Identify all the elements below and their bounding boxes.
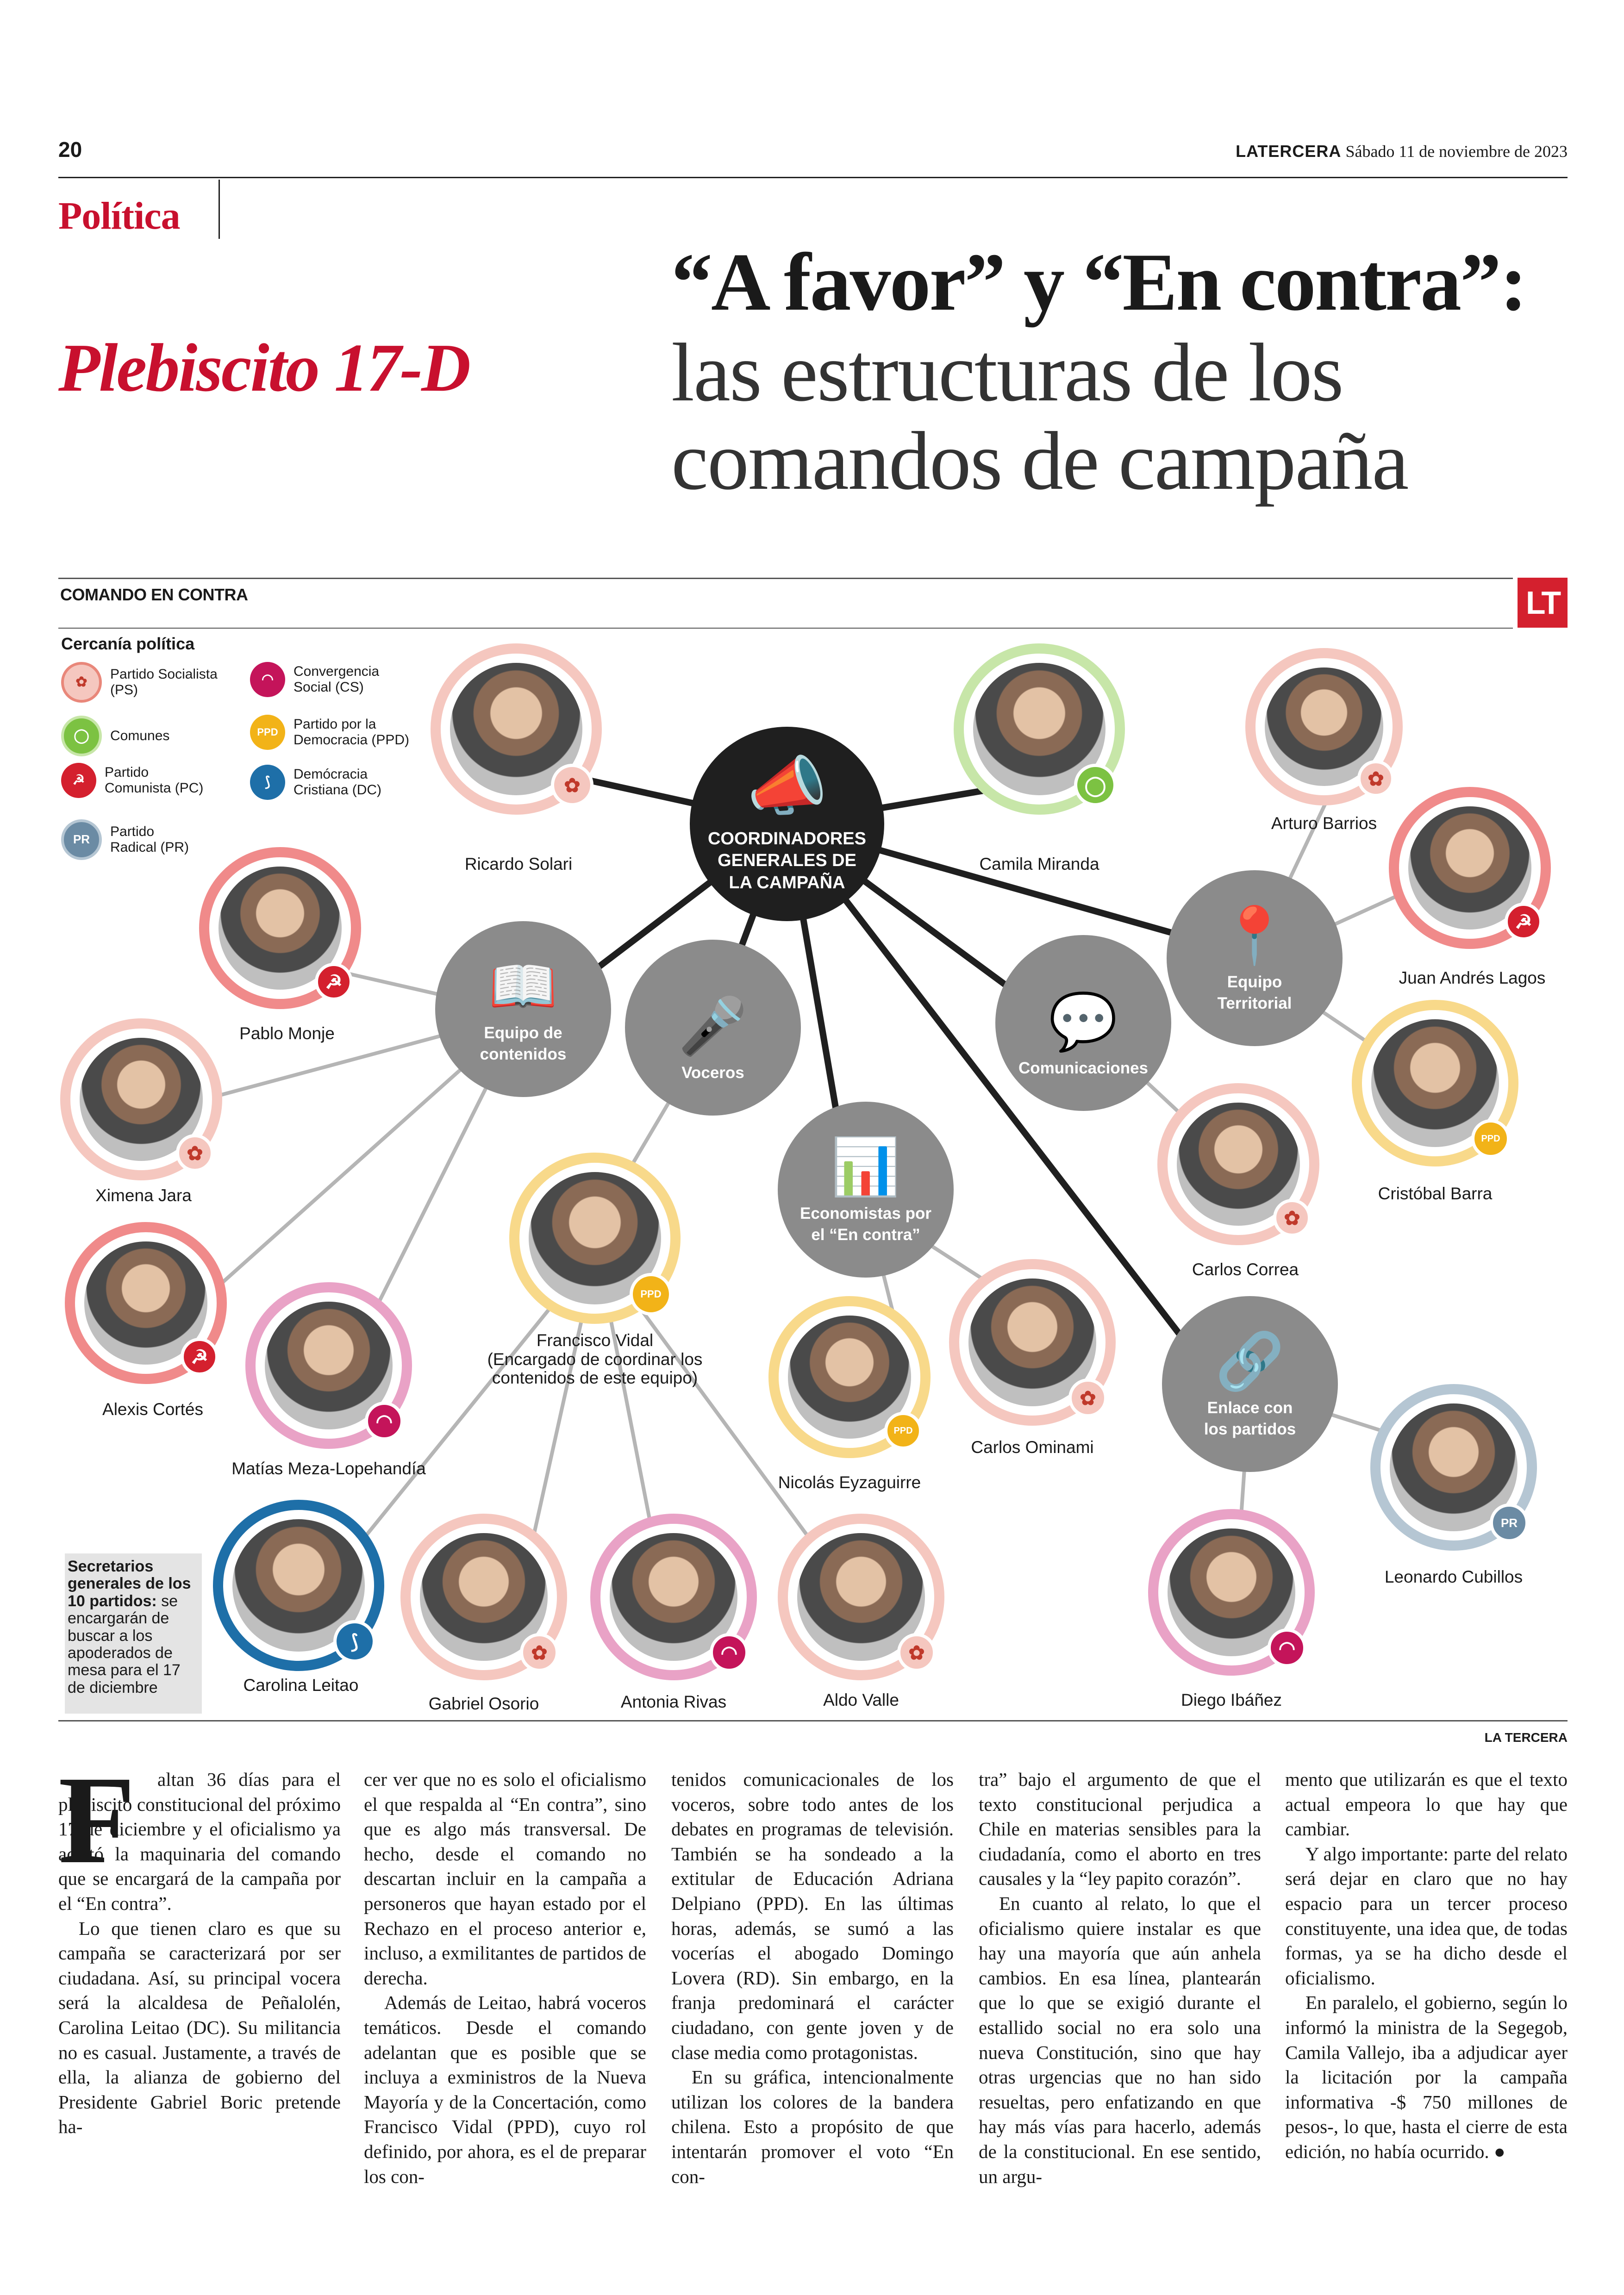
team-label: Voceros	[681, 1063, 744, 1082]
person-name: Francisco Vidal	[536, 1331, 654, 1350]
subtitle-line-2: comandos de campaña	[671, 414, 1408, 507]
person-ximena-jara	[60, 1018, 222, 1180]
person-name: Ricardo Solari	[464, 854, 573, 873]
bar-chart-icon: 📊	[831, 1136, 900, 1198]
paragraph: mento que utilizarán es que el texto actual empeora lo que hay que cambiar.	[1285, 1769, 1568, 1840]
person-cristobal-barra	[1352, 1000, 1518, 1166]
person-name: Nicolás Eyzaguirre	[778, 1473, 921, 1492]
rose-icon: ✿	[897, 1633, 936, 1672]
team-label: contenidos	[480, 1045, 567, 1063]
legend-label: Radical (PR)	[110, 840, 189, 855]
legend-label: Partido	[105, 764, 149, 780]
hub-label-line: COORDINADORES	[707, 829, 867, 848]
fish-icon: ⟆	[333, 1620, 376, 1663]
person-name: Juan Andrés Lagos	[1399, 968, 1546, 987]
rose-icon: ✿	[1273, 1199, 1311, 1237]
legend-label: (PS)	[110, 682, 138, 698]
person-name: Carolina Leitao	[243, 1676, 359, 1695]
paragraph: Y algo importante: parte del relato será dejar en claro que no hay espacio para un tercer proceso constituyente, una idea que, de todas formas, ya se ha dicho desde el oficialismo.	[1285, 1843, 1568, 1989]
legend-label: Social (CS)	[294, 680, 364, 695]
kicker: Plebiscito 17-D	[58, 330, 470, 406]
person-francisco-vidal	[509, 1153, 681, 1324]
person-carlos-correa	[1157, 1083, 1319, 1245]
legend-label: Comunes	[110, 728, 170, 743]
person-name: Carlos Correa	[1192, 1260, 1299, 1279]
team-label: Equipo de	[484, 1024, 562, 1042]
wave-icon: ◠	[365, 1402, 404, 1441]
article-column-1	[58, 1750, 341, 2139]
lt-logo: LT	[1518, 578, 1568, 628]
team-equipo-territorial	[1167, 870, 1343, 1046]
rose-icon: ✿	[520, 1633, 559, 1672]
person-ricardo-solari	[431, 643, 602, 815]
hub-coordinadores	[690, 727, 884, 921]
ppd-icon: PPD	[250, 715, 285, 750]
chat-bubbles-icon: 💬	[1049, 990, 1118, 1053]
hub-label	[708, 828, 866, 894]
ppd-icon: PPD	[630, 1273, 672, 1316]
paragraph: En paralelo, el gobierno, según lo informó la ministra de la Segegob, Camila Vallejo, iba a adjudicar ayer la licitación por la campaña informativa -$ 750 millones de pesos-, lo que, hasta el cierre de esta edición, no había ocurrido. ●	[1285, 1992, 1568, 2162]
megaphone-icon: 📣	[746, 749, 828, 823]
legend-label: Partido Socialista	[110, 666, 218, 682]
person-aldo-valle	[778, 1514, 944, 1680]
rose-icon: ✿	[176, 1134, 214, 1172]
legend-label: Cristiana (DC)	[294, 782, 382, 798]
paragraph: tenidos comunicacionales de los voceros, sobre todo antes de los debates en programas de televisión. También se ha sondeado a la extitular de Educación Adriana Delpiano (PPD). En las últimas horas, además, se sumó a las vocerías el abogado Domingo Lovera (RD). Sin embargo, en la franja predominará el carácter ciudadano, con gente joven y de clase media como protagonistas.	[671, 1769, 954, 2063]
team-comunicaciones	[995, 935, 1171, 1111]
hammer-sickle-icon: ☭	[315, 963, 353, 1001]
article-column-2	[364, 1767, 646, 2189]
team-label: Territorial	[1217, 994, 1292, 1012]
legend-label: Partido por la	[294, 716, 376, 732]
person-camila-miranda	[954, 643, 1125, 815]
wave-icon: ◠	[710, 1633, 749, 1672]
section-title: Política	[58, 194, 180, 237]
person-leonardo-cubillos	[1370, 1384, 1537, 1551]
paragraph: altan 36 días para el plebiscito constitucional del próximo 17 de diciembre y el oficialismo ya aceitó la maquinaria del comando que se encargará de la campaña por el “En contra”.	[58, 1769, 341, 1914]
rose-icon: ✿	[551, 764, 593, 806]
secretarios-title: Secretarios generales de los 10 partidos:	[68, 1558, 191, 1610]
circle-icon: ◯	[1074, 764, 1117, 806]
article-column-4	[979, 1767, 1261, 2189]
ppd-icon: PPD	[884, 1412, 922, 1450]
person-role-note: contenidos de este equipo)	[492, 1368, 698, 1388]
person-alexis-cortes	[65, 1222, 227, 1384]
person-name: Ximena Jara	[95, 1186, 192, 1205]
paragraph: Además de Leitao, habrá voceros temáticos. Desde el comando adelantan que es posible que se incluya a exministros de la Nueva Mayoría y de la Concertación, como Francisco Vidal (PPD), cuyo rol definido, por ahora, es el de preparar los con-	[364, 1992, 646, 2187]
person-name: Pablo Monje	[239, 1024, 335, 1043]
article-column-5	[1285, 1767, 1568, 2164]
person-pablo-monje	[199, 847, 361, 1009]
person-juan-andres-lagos	[1389, 787, 1551, 949]
rose-icon: ✿	[61, 662, 102, 703]
infographic-label: COMANDO EN CONTRA	[60, 585, 248, 604]
person-name: Antonia Rivas	[620, 1692, 727, 1711]
person-name: Camila Miranda	[979, 854, 1099, 873]
page-number: 20	[58, 137, 82, 162]
paragraph: En cuanto al relato, lo que el oficialismo quiere instalar es que hay una mayoría que aún anhela cambios. En esa línea, plantearán que lo que se exigió durante el estallido social no era solo una nueva Constitución, sino que hay otras urgencias que no han sido resueltas, pero enfatizando en que hay más vías para hacerlo, además de la constitucional. En ese sentido, un argu-	[979, 1892, 1261, 2187]
infographic-credit: LA TERCERA	[1484, 1730, 1568, 1745]
legend-label: Partido	[110, 823, 155, 839]
microphone-icon: 🎤	[678, 995, 748, 1057]
person-name: Cristóbal Barra	[1378, 1184, 1493, 1203]
paragraph: Lo que tienen claro es que su campaña se caracterizará por ser ciudadana. Así, su principal vocera será la alcaldesa de Peñalolén, Carolina Leitao (DC). Su militancia no es casual. Justamente, a través de ella, la alianza de gobierno del Presidente Gabriel Boric pretende ha-	[58, 1917, 341, 2138]
person-name: Diego Ibáñez	[1181, 1690, 1282, 1709]
map-pin-icon: 📍	[1220, 904, 1289, 967]
legend-title: Cercanía política	[61, 634, 195, 653]
team-label: Economistas por	[800, 1204, 931, 1222]
subtitle-line-1: las estructuras de los	[671, 326, 1343, 418]
hub-label-line: LA CAMPAÑA	[729, 873, 845, 892]
legend-label: Demócracia	[294, 766, 368, 782]
person-diego-ibanez	[1148, 1509, 1315, 1676]
person-arturo-barrios	[1245, 648, 1403, 805]
legend-label: Convergencia	[294, 663, 380, 679]
person-nicolas-eyzaguirre	[768, 1296, 931, 1458]
team-voceros	[625, 940, 801, 1116]
issue-date: Sábado 11 de noviembre de 2023	[1345, 142, 1568, 161]
team-label: el “En contra”	[811, 1225, 920, 1244]
paragraph: cer ver que no es solo el oficialismo el que respalda al “En contra”, sino que es algo más transversal. De hecho, desde el comando no descartan incluir en la campaña a personeros que hayan estado por el Rechazo en el proceso anterior e, incluso, a exmilitantes de partidos de derecha.	[364, 1769, 646, 1989]
person-name: Gabriel Osorio	[428, 1694, 539, 1713]
team-label: Enlace con	[1207, 1399, 1293, 1417]
secretarios-note	[68, 1558, 202, 1696]
ppd-icon: PPD	[1471, 1119, 1510, 1158]
brand-name: LATERCERA	[1236, 142, 1342, 161]
legend-label: Comunista (PC)	[105, 780, 204, 796]
circle-icon: ◯	[61, 716, 102, 756]
person-carolina-leitao	[213, 1500, 384, 1671]
fish-icon: ⟆	[250, 765, 285, 800]
article-column-3	[671, 1767, 954, 2189]
person-name: Carlos Ominami	[971, 1438, 1094, 1457]
hammer-sickle-icon: ☭	[181, 1338, 219, 1376]
headline-title: “A favor” y “En contra”:	[671, 236, 1526, 328]
person-name: Alexis Cortés	[102, 1400, 203, 1419]
person-antonia-rivas	[590, 1514, 757, 1680]
person-name: Arturo Barrios	[1271, 814, 1377, 833]
wave-icon: ◠	[1268, 1628, 1306, 1667]
person-name: Leonardo Cubillos	[1384, 1567, 1523, 1586]
infographic-bottom-rule	[58, 1720, 1568, 1721]
person-name: Matías Meza-Lopehandía	[231, 1459, 426, 1478]
person-name-with-note	[463, 1331, 727, 1388]
paragraph: tra” bajo el argumento de que el texto constitucional perjudica a Chile en materias sensibles para la ciudadanía, como el aborto en tres causales y la “ley papito corazón”.	[979, 1769, 1261, 1890]
team-enlace-partidos	[1162, 1296, 1338, 1472]
wave-icon: ◠	[250, 662, 285, 697]
drop-cap: F	[58, 1750, 136, 1890]
pr-icon: PR	[1490, 1503, 1529, 1542]
team-label: los partidos	[1204, 1420, 1296, 1438]
pr-icon: PR	[61, 819, 102, 860]
team-equipo-contenidos	[435, 921, 611, 1097]
legend-label: Democracia (PPD)	[294, 732, 410, 748]
book-icon: 📖	[488, 955, 558, 1017]
person-gabriel-osorio	[400, 1514, 567, 1680]
team-label: Comunicaciones	[1018, 1059, 1149, 1077]
secretarios-text: se encargarán de buscar a los apoderados de mesa para el 17 de diciembre	[68, 1592, 181, 1696]
hub-label-line: GENERALES DE	[718, 851, 856, 871]
link-icon: 🔗	[1215, 1330, 1285, 1392]
rose-icon: ✿	[1068, 1378, 1107, 1417]
person-name: Aldo Valle	[823, 1690, 899, 1709]
person-carlos-ominami	[949, 1259, 1116, 1426]
paragraph: En su gráfica, intencionalmente utilizan los colores de la bandera chilena. Esto a propósito de que intentarán promover el voto “En con-	[671, 2066, 954, 2187]
team-economistas	[778, 1102, 954, 1278]
rose-icon: ✿	[1357, 760, 1394, 797]
hammer-sickle-icon: ☭	[61, 763, 96, 798]
person-role-note: (Encargado de coordinar los	[487, 1349, 703, 1369]
person-matias-meza-lopehandia	[245, 1282, 412, 1449]
hammer-sickle-icon: ☭	[1505, 903, 1543, 941]
team-label: Equipo	[1227, 973, 1282, 991]
